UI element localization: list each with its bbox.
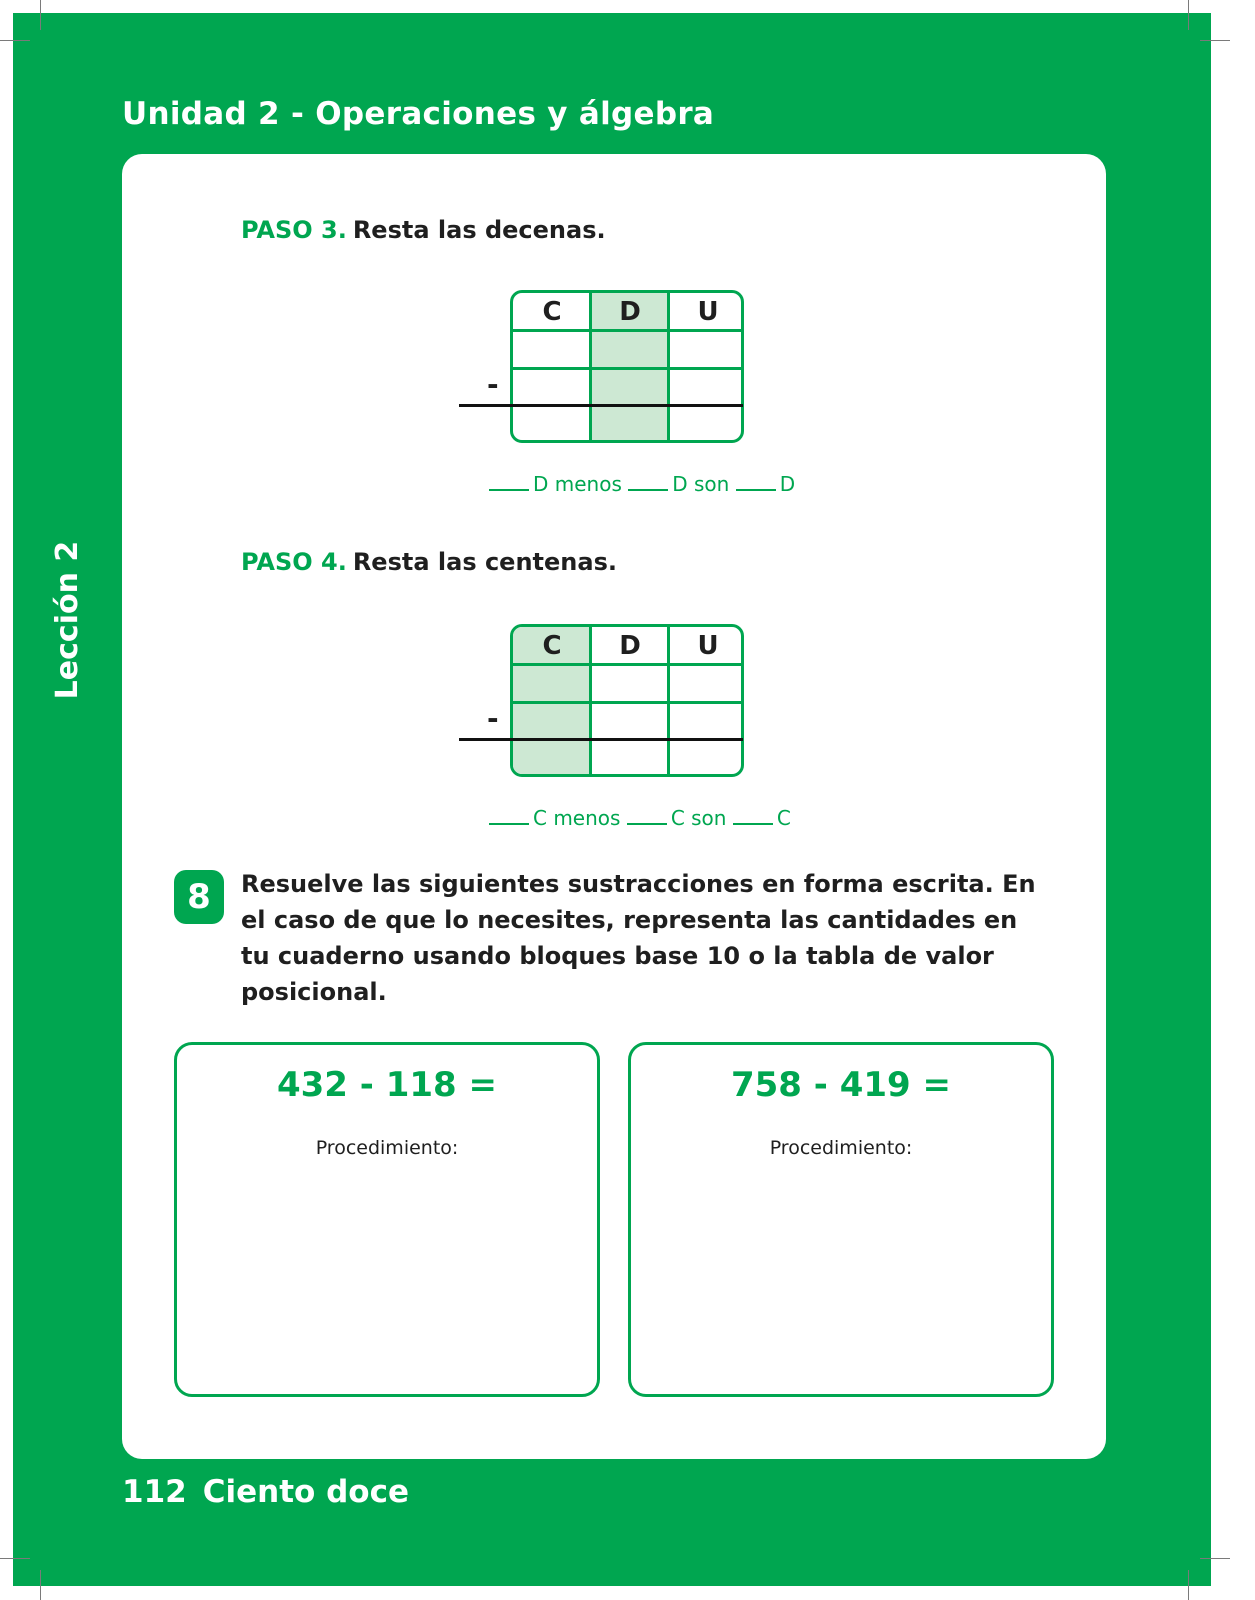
answer-blank[interactable] <box>489 822 529 825</box>
sentence-part: C <box>776 806 791 830</box>
step-number: PASO 4. <box>241 548 347 576</box>
header-tens: D <box>619 631 641 661</box>
step-3-sentence <box>489 472 795 496</box>
header-tens: D <box>619 297 641 327</box>
subtraction-line <box>459 738 743 741</box>
crop-mark <box>0 40 30 41</box>
step-4-sentence <box>489 806 791 830</box>
procedure-label: Procedimiento: <box>315 1137 459 1159</box>
page-number-words: Ciento doce <box>202 1474 409 1510</box>
place-value-table-step-3 <box>510 290 744 443</box>
crop-mark <box>1188 0 1189 30</box>
crop-mark <box>1200 1558 1230 1559</box>
procedure-label: Procedimiento: <box>769 1137 913 1159</box>
header-hundreds: C <box>542 297 562 327</box>
sentence-part: C menos <box>533 806 621 830</box>
row-divider <box>513 367 741 370</box>
row-divider <box>513 701 741 704</box>
answer-blank[interactable] <box>489 488 529 491</box>
page-number: 112 <box>122 1474 187 1510</box>
crop-mark <box>40 1570 41 1600</box>
unit-title: Unidad 2 - Operaciones y álgebra <box>122 96 715 132</box>
answer-blank[interactable] <box>733 822 773 825</box>
step-3-heading <box>241 216 606 244</box>
answer-blank[interactable] <box>628 488 668 491</box>
minus-sign: - <box>487 702 499 735</box>
sentence-part: D menos <box>533 472 622 496</box>
minus-sign: - <box>487 368 499 401</box>
exercise-expression: 432 - 118 = <box>276 1065 498 1105</box>
crop-mark <box>40 0 41 30</box>
crop-mark <box>1188 1570 1189 1600</box>
step-text: Resta las decenas. <box>352 216 606 244</box>
subtraction-line <box>459 404 743 407</box>
exercise-box[interactable] <box>174 1042 600 1397</box>
answer-blank[interactable] <box>627 822 667 825</box>
lesson-side-tab: Lección 2 <box>50 540 85 700</box>
sentence-part: D <box>779 472 796 496</box>
exercise-expression: 758 - 419 = <box>730 1065 952 1105</box>
crop-mark <box>1200 40 1230 41</box>
answer-blank[interactable] <box>736 488 776 491</box>
step-number: PASO 3. <box>241 216 347 244</box>
activity-instruction: Resuelve las siguientes sustracciones en forma escrita. En el caso de que lo necesites, representa las cantidades en tu cuaderno usando bloques base 10 o la tabla de valor posicional. <box>241 870 1036 1006</box>
place-value-table-step-4 <box>510 624 744 777</box>
exercise-box[interactable] <box>628 1042 1054 1397</box>
page-footer <box>122 1474 409 1510</box>
header-units: U <box>697 631 719 661</box>
step-text: Resta las centenas. <box>352 548 617 576</box>
header-units: U <box>697 297 719 327</box>
header-hundreds: C <box>542 631 562 661</box>
sentence-part: D son <box>672 472 730 496</box>
activity-number-badge: 8 <box>174 870 224 924</box>
step-4-heading <box>241 548 617 576</box>
crop-mark <box>0 1558 30 1559</box>
sentence-part: C son <box>670 806 727 830</box>
